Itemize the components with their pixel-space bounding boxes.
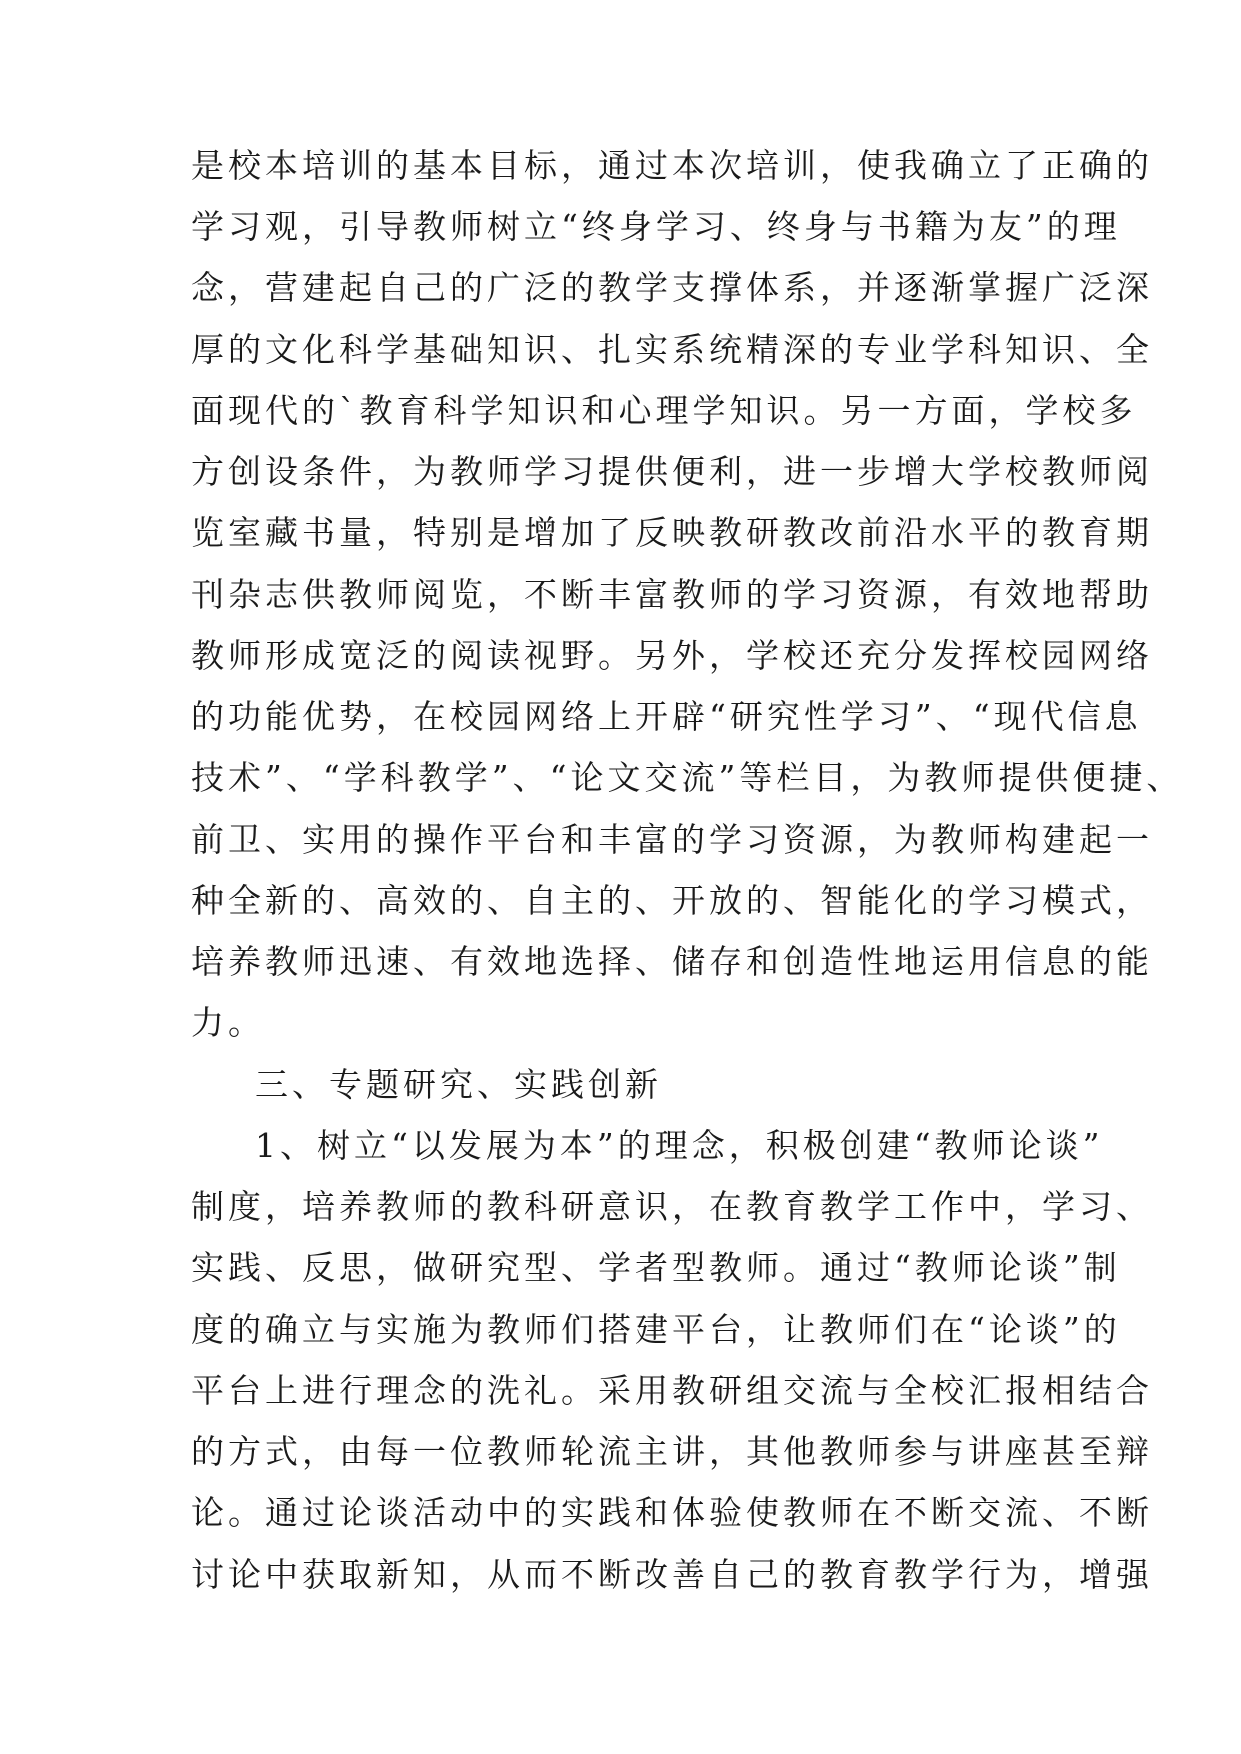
text-line: 的方式，由每一位教师轮流主讲，其他教师参与讲座甚至辩: [191, 1432, 1153, 1471]
text-line: 厚的文化科学基础知识、扎实系统精深的专业学科知识、全: [191, 330, 1153, 369]
text-line: 实践、反思，做研究型、学者型教师。通过“教师论谈”制: [191, 1248, 1121, 1287]
text-line: 学习观，引导教师树立“终身学习、终身与书籍为友”的理: [191, 207, 1121, 246]
text-line: 技术”、“学科教学”、“论文交流”等栏目，为教师提供便捷、: [191, 758, 1184, 797]
text-line: 1、树立“以发展为本”的理念，积极创建“教师论谈”: [255, 1126, 1104, 1165]
text-line: 种全新的、高效的、自主的、开放的、智能化的学习模式，: [191, 881, 1153, 920]
text-line: 平台上进行理念的洗礼。采用教研组交流与全校汇报相结合: [191, 1371, 1153, 1410]
section-heading: 三、专题研究、实践创新: [255, 1065, 662, 1104]
text-line: 览室藏书量，特别是增加了反映教研教改前沿水平的教育期: [191, 513, 1153, 552]
text-line: 方创设条件，为教师学习提供便利，进一步增大学校教师阅: [191, 452, 1153, 491]
text-line: 是校本培训的基本目标，通过本次培训，使我确立了正确的: [191, 146, 1153, 185]
text-line: 度的确立与实施为教师们搭建平台，让教师们在“论谈”的: [191, 1310, 1121, 1349]
text-line: 面现代的`教育科学知识和心理学知识。另一方面，学校多: [191, 391, 1137, 430]
text-line: 刊杂志供教师阅览，不断丰富教师的学习资源，有效地帮助: [191, 575, 1153, 614]
text-line: 前卫、实用的操作平台和丰富的学习资源，为教师构建起一: [191, 820, 1153, 859]
text-line: 讨论中获取新知，从而不断改善自己的教育教学行为，增强: [191, 1555, 1153, 1594]
text-line: 制度，培养教师的教科研意识，在教育教学工作中，学习、: [191, 1187, 1153, 1226]
text-line: 的功能优势，在校园网络上开辟“研究性学习”、“现代信息: [191, 697, 1142, 736]
text-line: 培养教师迅速、有效地选择、储存和创造性地运用信息的能: [191, 942, 1153, 981]
text-line: 力。: [191, 1003, 265, 1042]
text-line: 教师形成宽泛的阅读视野。另外，学校还充分发挥校园网络: [191, 636, 1153, 675]
text-line: 念，营建起自己的广泛的教学支撑体系，并逐渐掌握广泛深: [191, 268, 1153, 307]
text-line: 论。通过论谈活动中的实践和体验使教师在不断交流、不断: [191, 1493, 1153, 1532]
